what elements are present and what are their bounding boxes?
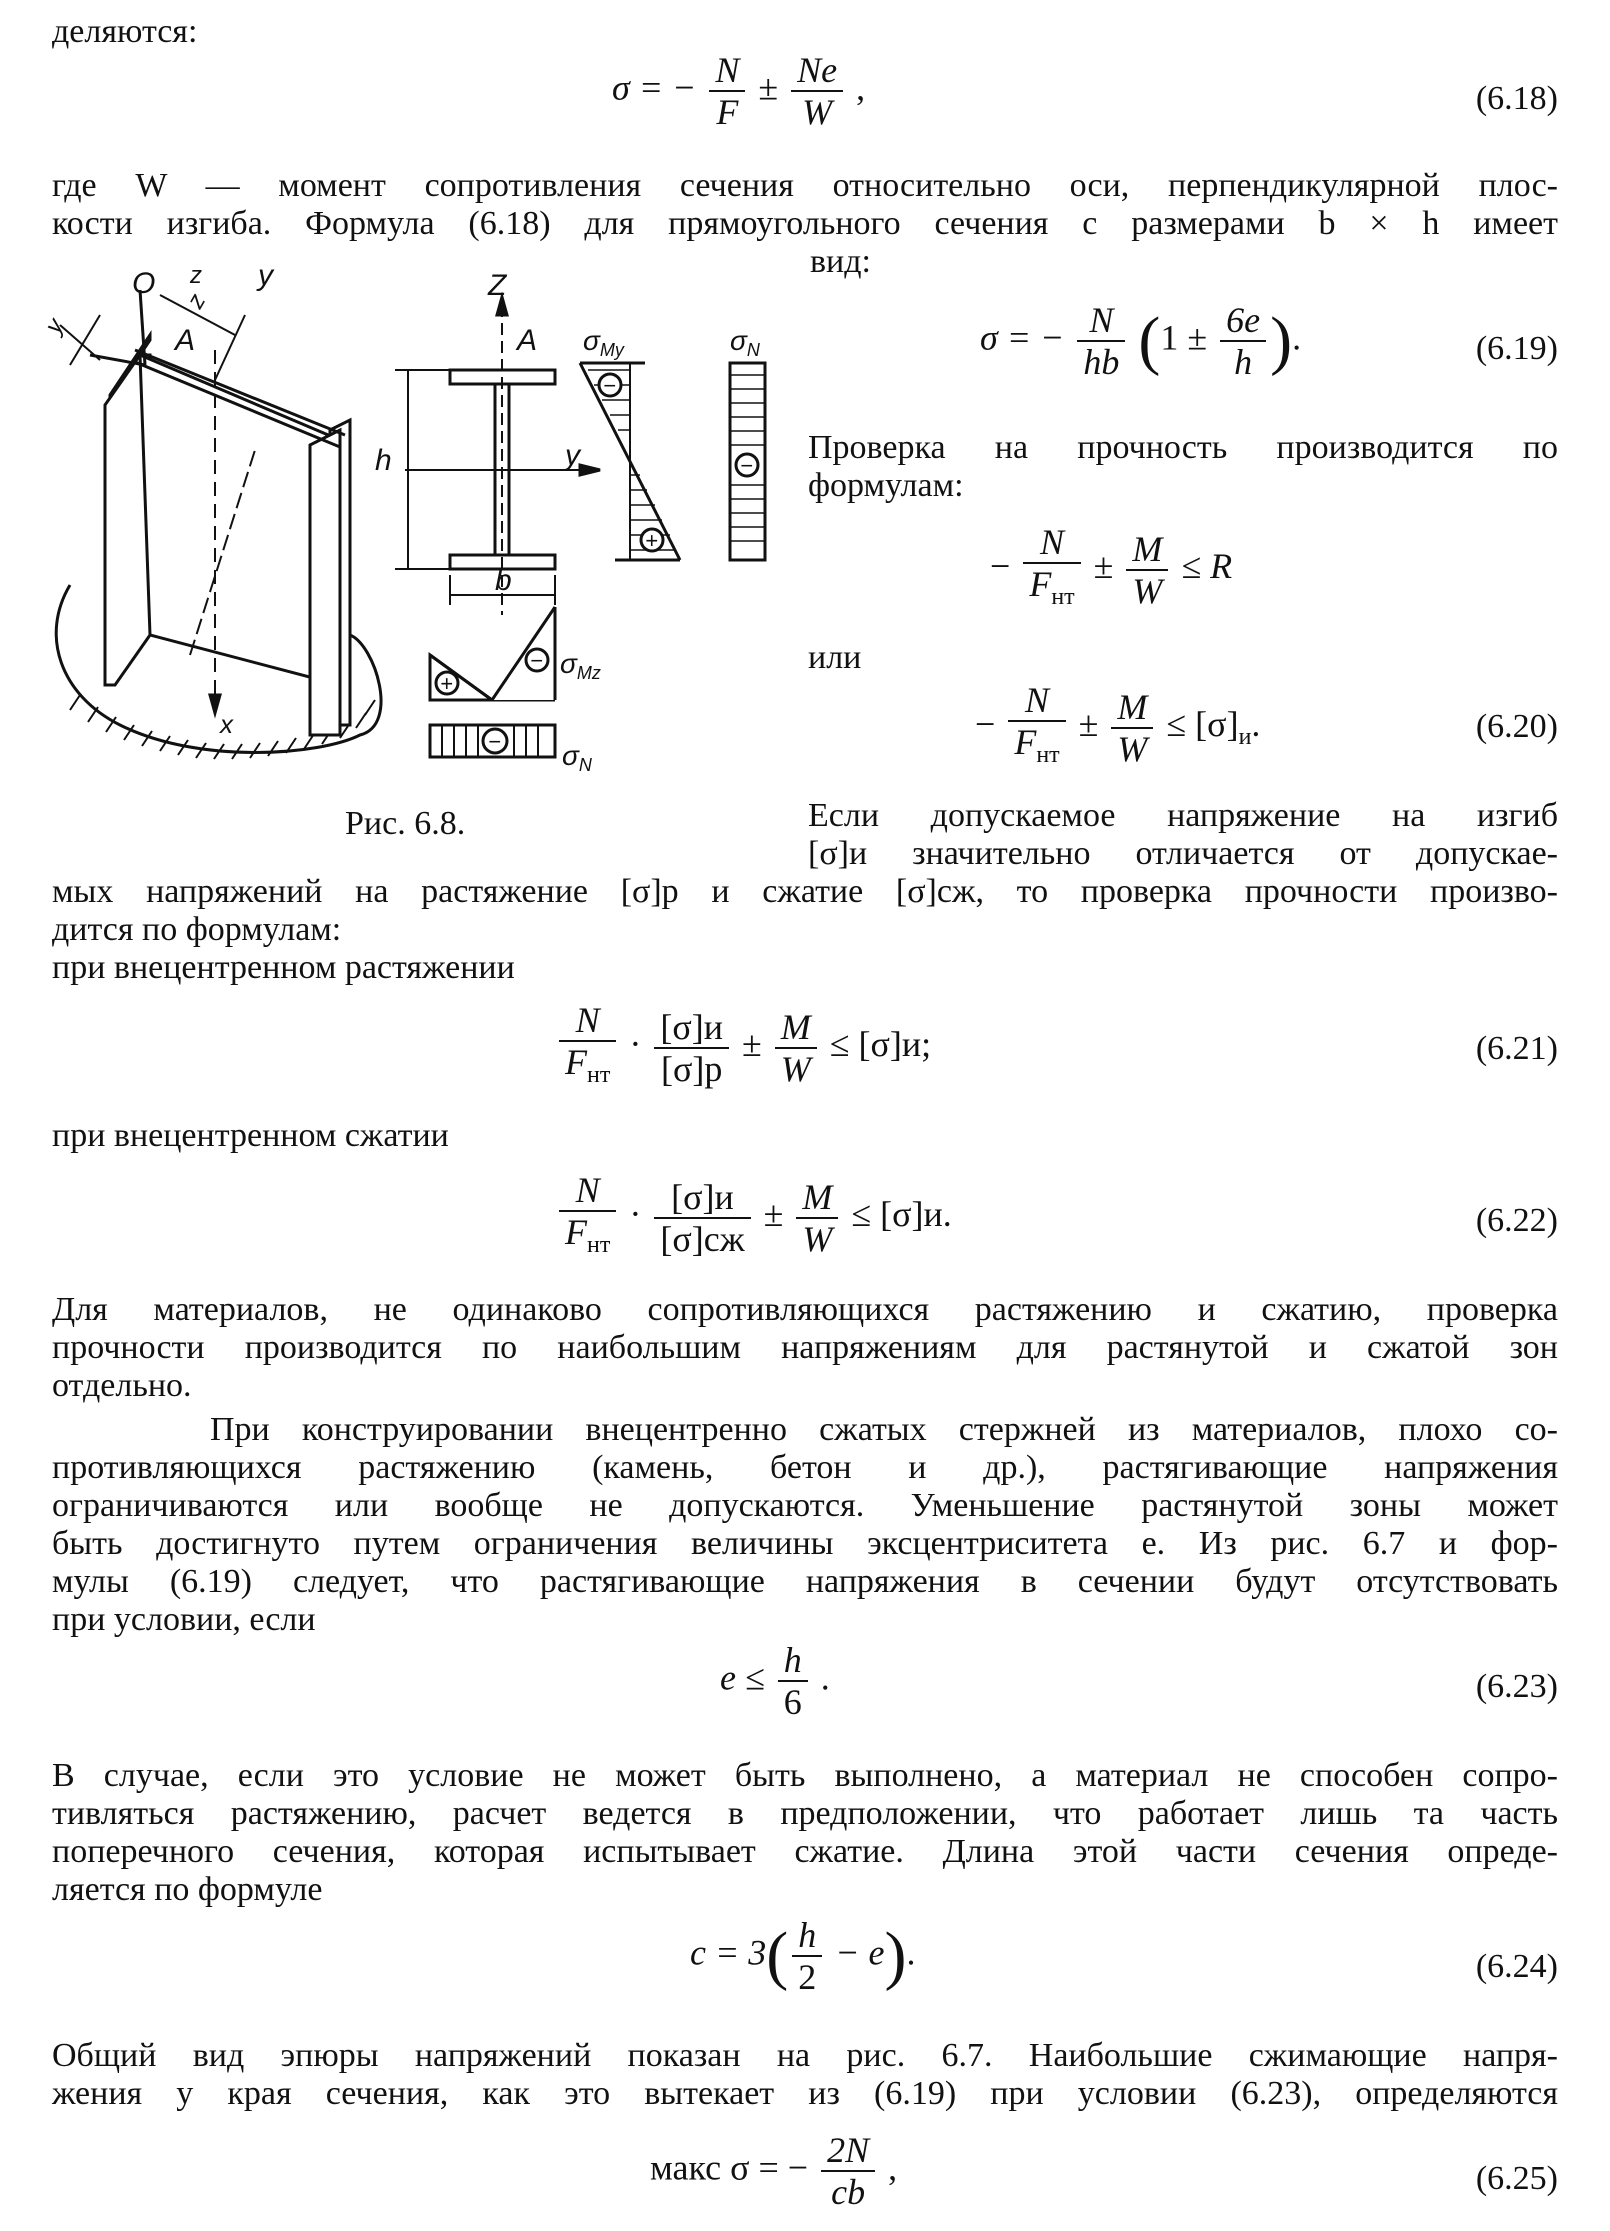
minus-sign: − bbox=[740, 453, 753, 478]
text-line: В случае, если это условие не может быть выполнено, а материал не способен сопро- bbox=[52, 1757, 1558, 1794]
plus-minus: ± bbox=[1078, 703, 1099, 744]
text-line: вид: bbox=[810, 243, 871, 280]
equation-number: (6.19) bbox=[1475, 330, 1558, 367]
text-line: При конструировании внецентренно сжатых стержней из материалов, плохо со- bbox=[210, 1411, 1558, 1448]
text-line: ограничиваются или вообще не допускаются. Уменьшение растянутой зоны может bbox=[52, 1487, 1558, 1524]
text-line: при внецентренном растяжении bbox=[52, 949, 515, 986]
text-line: Для материалов, не одинаково сопротивляющихся растяжению и сжатию, проверка bbox=[52, 1291, 1558, 1328]
minus-sign: − bbox=[530, 648, 543, 673]
fraction: $\frac{[\sigma]и}{[\sigma]р}$ bbox=[654, 1007, 729, 1089]
fraction: $\frac{[\sigma]и}{[\sigma]сж}$ bbox=[654, 1177, 750, 1259]
eq-term: 1 ± bbox=[1160, 317, 1208, 358]
paren-left: ( bbox=[766, 1919, 789, 1992]
fraction: $\frac{6e}{h}$ bbox=[1220, 300, 1266, 382]
text-line: деляются: bbox=[52, 13, 198, 50]
equation-6-24 bbox=[690, 1915, 916, 1997]
label-y-axis: y bbox=[565, 439, 580, 472]
fraction: $\frac{Ne}{W}$ bbox=[791, 50, 843, 132]
eq-rhs: ≤ [σ] bbox=[1166, 703, 1239, 744]
eq-term: − bbox=[975, 703, 996, 744]
eq-lhs: макс σ = − bbox=[650, 2147, 809, 2188]
text-line: мулы (6.19) следует, что растягивающие напряжения в сечении будут отсутствовать bbox=[52, 1563, 1558, 1600]
equation-6-22 bbox=[555, 1170, 952, 1265]
label-z: z bbox=[190, 262, 202, 289]
eq-tail: . bbox=[1292, 317, 1302, 358]
text-line: Если допускаемое напряжение на изгиб bbox=[808, 797, 1558, 834]
text-line: где W — момент сопротивления сечения относительно оси, перпендикулярной плос- bbox=[52, 167, 1558, 204]
text-line: Общий вид эпюры напряжений показан на рис. 6.7. Наибольшие сжимающие напря- bbox=[52, 2037, 1558, 2074]
eq-tail: , bbox=[888, 2147, 898, 2188]
plus-sign: + bbox=[440, 671, 453, 696]
fraction: $\frac{N}{F_{нт}}$ bbox=[559, 1170, 616, 1265]
fraction: $\frac{h}{6}$ bbox=[778, 1640, 808, 1722]
fraction: $\frac{M}{W}$ bbox=[796, 1177, 838, 1259]
text-line: жения у края сечения, как это вытекает из (6.19) при условии (6.23), определяются bbox=[52, 2075, 1558, 2112]
equation-number: (6.23) bbox=[1475, 1668, 1558, 1705]
fraction: $\frac{M}{W}$ bbox=[775, 1007, 817, 1089]
equation-number: (6.22) bbox=[1475, 1202, 1558, 1239]
equation-6-21 bbox=[555, 1000, 931, 1095]
text-line: дится по формулам: bbox=[52, 911, 342, 948]
fraction: $\frac{h}{2}$ bbox=[792, 1915, 822, 1997]
plus-minus: ± bbox=[758, 67, 779, 108]
label-Z: Z bbox=[488, 269, 507, 302]
equation-number: (6.21) bbox=[1475, 1030, 1558, 1067]
fraction: $\frac{N}{hb}$ bbox=[1077, 300, 1125, 382]
eq-tail: . bbox=[906, 1932, 916, 1973]
eq-rhs: ≤ R bbox=[1181, 545, 1233, 586]
text-line: противляющихся растяжению (камень, бетон и др.), растягивающие напряжения bbox=[52, 1449, 1558, 1486]
eq-rhs: ≤ [σ]и. bbox=[851, 1193, 952, 1234]
plus-sign: + bbox=[645, 528, 658, 553]
plus-minus: ± bbox=[1093, 545, 1114, 586]
plus-minus: ± bbox=[742, 1023, 762, 1064]
equation-6-19 bbox=[980, 300, 1301, 382]
text-line: отдельно. bbox=[52, 1367, 192, 1404]
label-zp: z bbox=[181, 289, 212, 313]
label-y: y bbox=[258, 259, 273, 292]
equation-6-25 bbox=[650, 2130, 897, 2212]
label-yp: y bbox=[40, 314, 70, 338]
label-h: h bbox=[375, 444, 392, 477]
eq-lhs: σ = − bbox=[612, 67, 697, 108]
minus-sign: − bbox=[488, 729, 501, 754]
eq-lhs: e ≤ bbox=[720, 1657, 765, 1698]
label-sigma-My: $\sigma_{My}$ bbox=[583, 325, 624, 360]
equation-6-23 bbox=[720, 1640, 830, 1722]
eq-lhs: c = 3 bbox=[690, 1932, 767, 1973]
equation-check-R bbox=[990, 522, 1232, 617]
text-line: формулам: bbox=[808, 467, 964, 504]
equation-number: (6.20) bbox=[1475, 708, 1558, 745]
equation-6-18 bbox=[612, 50, 865, 132]
fraction: $\frac{N}{F_{нт}}$ bbox=[1023, 522, 1080, 617]
paren-right: ) bbox=[884, 1919, 907, 1992]
fraction: $\frac{N}{F}$ bbox=[709, 50, 745, 132]
fraction: $\frac{2N}{cb}$ bbox=[821, 2130, 875, 2212]
label-b: b bbox=[495, 564, 512, 597]
fraction: $\frac{N}{F_{нт}}$ bbox=[559, 1000, 616, 1095]
equation-number: (6.25) bbox=[1475, 2160, 1558, 2197]
label-A: A bbox=[175, 324, 196, 357]
text-line: при условии, если bbox=[52, 1601, 316, 1638]
eq-lhs: σ = − bbox=[980, 317, 1065, 358]
equation-number: (6.18) bbox=[1475, 80, 1558, 117]
eq-term: − bbox=[990, 545, 1011, 586]
label-x: x bbox=[220, 709, 233, 739]
eq-term: − e bbox=[835, 1932, 885, 1973]
plus-minus: ± bbox=[763, 1193, 784, 1234]
fraction: $\frac{N}{F_{нт}}$ bbox=[1008, 680, 1065, 775]
text-line: или bbox=[808, 639, 862, 676]
label-O: O bbox=[132, 267, 156, 300]
eq-tail: , bbox=[856, 67, 866, 108]
dot-operator: · bbox=[629, 1193, 642, 1234]
text-line: Проверка на прочность производится по bbox=[808, 429, 1558, 466]
text-line: прочности производится по наибольшим напряжениям для растянутой и сжатой зон bbox=[52, 1329, 1558, 1366]
fraction: $\frac{M}{W}$ bbox=[1111, 687, 1153, 769]
eq-rhs: ≤ [σ]и; bbox=[829, 1023, 932, 1064]
minus-sign: − bbox=[603, 373, 616, 398]
text-line: при внецентренном сжатии bbox=[52, 1117, 449, 1154]
text-line: быть достигнуто путем ограничения величины эксцентриситета e. Из рис. 6.7 и фор- bbox=[52, 1525, 1558, 1562]
figure-caption: Рис. 6.8. bbox=[345, 805, 466, 842]
figure-6-8 bbox=[40, 255, 820, 795]
label-A-section: A bbox=[517, 324, 538, 357]
equation-6-20 bbox=[975, 680, 1260, 775]
label-sigma-N-2: $\sigma_N$ bbox=[562, 740, 592, 775]
text-line: кости изгиба. Формула (6.18) для прямоугольного сечения с размерами b × h имеет bbox=[52, 205, 1558, 242]
equation-number: (6.24) bbox=[1475, 1948, 1558, 1985]
text-line: тивляться растяжению, расчет ведется в предположении, что работает лишь та часть bbox=[52, 1795, 1558, 1832]
subscript: и bbox=[1238, 723, 1252, 750]
paren-right: ) bbox=[1270, 304, 1293, 377]
text-line: ляется по формуле bbox=[52, 1871, 323, 1908]
text-line: поперечного сечения, которая испытывает сжатие. Длина этой части сечения опреде- bbox=[52, 1833, 1558, 1870]
fraction: $\frac{M}{W}$ bbox=[1126, 529, 1168, 611]
text-line: [σ]и значительно отличается от допускае- bbox=[808, 835, 1558, 872]
label-sigma-N: $\sigma_N$ bbox=[730, 325, 760, 360]
text-line: мых напряжений на растяжение [σ]р и сжатие [σ]сж, то проверка прочности произво- bbox=[52, 873, 1558, 910]
eq-tail: . bbox=[1251, 703, 1261, 744]
dot-operator: · bbox=[629, 1023, 642, 1064]
paren-left: ( bbox=[1138, 304, 1161, 377]
label-sigma-Mz: $\sigma_{Mz}$ bbox=[560, 648, 601, 683]
eq-tail: . bbox=[820, 1657, 830, 1698]
